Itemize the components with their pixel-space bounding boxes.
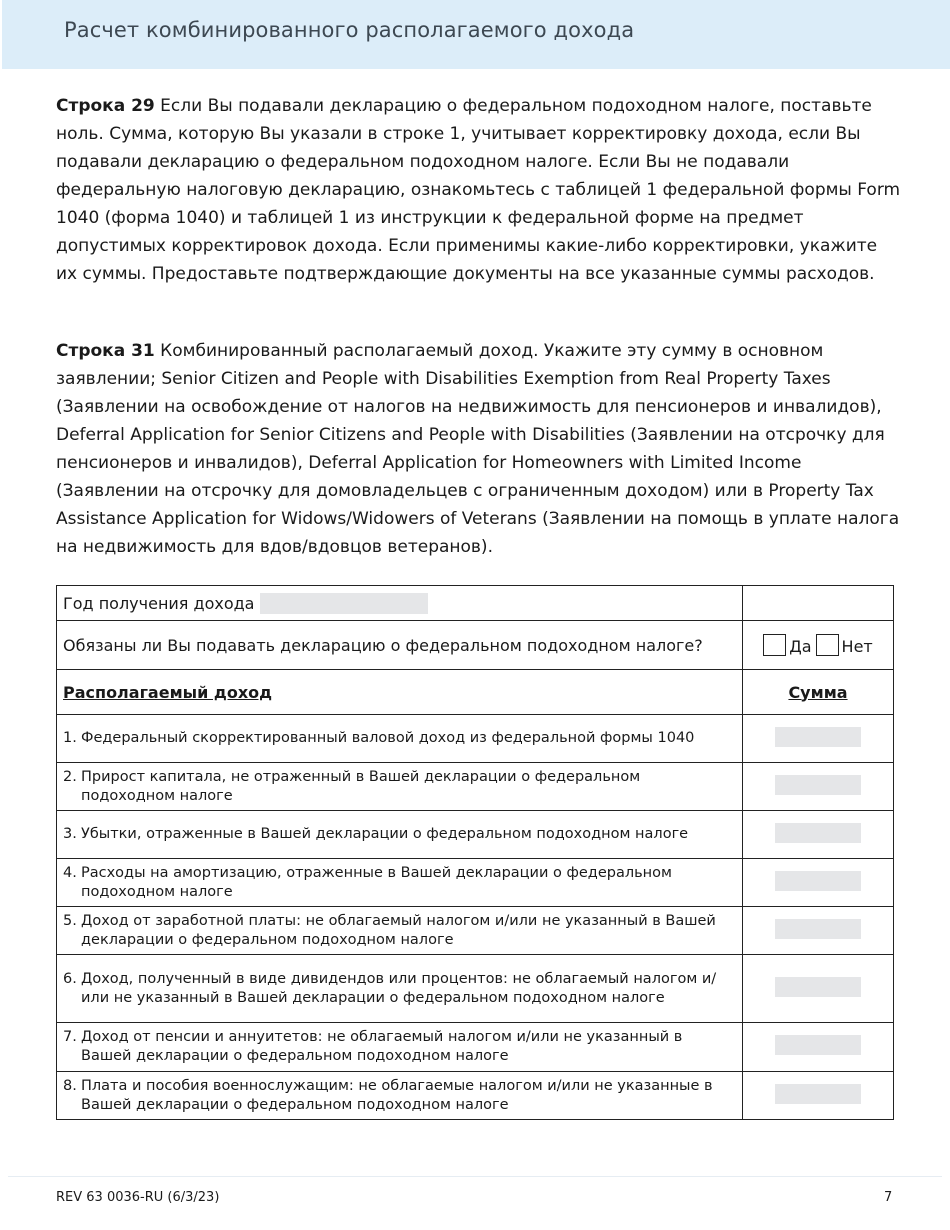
amount-input[interactable] bbox=[775, 823, 861, 843]
item-text bbox=[63, 970, 736, 1008]
income-header-row bbox=[57, 670, 894, 715]
income-year-amount-cell bbox=[743, 586, 894, 621]
line-31-label: Строка 31 bbox=[56, 341, 155, 361]
yes-checkbox[interactable] bbox=[763, 634, 786, 656]
no-checkbox[interactable] bbox=[816, 634, 839, 656]
income-year-input[interactable] bbox=[260, 593, 428, 614]
item-number: 1. bbox=[63, 730, 77, 746]
item-text bbox=[63, 768, 736, 806]
table-row bbox=[57, 907, 894, 955]
income-year-row bbox=[57, 586, 894, 621]
line-29-instructions bbox=[56, 92, 901, 288]
line-31-instructions bbox=[56, 337, 901, 561]
line-29-text: Если Вы подавали декларацию о федеральном подоходном налоге, поставьте ноль. Сумма, которую Вы указали в строке 1, учитывает корректировку дохода, если Вы подавали декларацию о федеральном подоходном налоге. Если Вы не подавали федеральную налоговую декларацию, ознакомьтесь с таблицей 1 федеральной формы Form 1040 (форма 1040) и таблицей 1 из инструкции к федеральной форме на предмет допустимых корректировок дохода. Если применимы какие-либо корректировки, укажите их суммы. Предоставьте подтверждающие документы на все указанные суммы расходов. bbox=[56, 96, 901, 284]
table-row bbox=[57, 1023, 894, 1072]
item-number: 7. bbox=[63, 1029, 77, 1045]
item-number: 8. bbox=[63, 1077, 77, 1094]
item-text bbox=[63, 1028, 736, 1066]
item-label: Доход, полученный в виде дивидендов или процентов: не облагаемый налогом и/или не указанный в Вашей декларации о федеральном подоходном налоге bbox=[81, 970, 717, 1006]
page-title: Расчет комбинированного располагаемого дохода bbox=[64, 18, 635, 42]
item-label: Убытки, отраженные в Вашей декларации о федеральном подоходном налоге bbox=[81, 826, 689, 842]
item-label: Доход от пенсии и аннуитетов: не облагаемый налогом и/или не указанный в Вашей декларации о федеральном подоходном налоге bbox=[81, 1029, 683, 1064]
item-number: 5. bbox=[63, 912, 77, 929]
table-row bbox=[57, 811, 894, 859]
line-31-text: Комбинированный располагаемый доход. Укажите эту сумму в основном заявлении; Senior Citizen and People with Disabilities Exemption from Real Property Taxes (Заявлении на освобождение от налогов на недвижимость для пенсионеров и инвалидов), Deferral Application for Senior Citizens and People with Disabilities (Заявлении на отсрочку для пенсионеров и инвалидов), Deferral Application for Homeowners with Limited Income (Заявлении на отсрочку для домовладельцев с ограниченным доходом) или в Property Tax Assistance Application for Widows/Widowers of Veterans (Заявлении на помощь в уплате налога на недвижимость для вдов/вдовцов ветеранов). bbox=[56, 341, 900, 557]
form-revision: REV 63 0036-RU (6/3/23) bbox=[56, 1190, 220, 1205]
footer-divider bbox=[8, 1176, 942, 1177]
disposable-income-form bbox=[56, 585, 894, 1120]
income-year-label: Год получения дохода bbox=[63, 593, 255, 613]
item-text bbox=[63, 1077, 736, 1115]
line-29-label: Строка 29 bbox=[56, 96, 155, 116]
no-label: Нет bbox=[841, 637, 873, 656]
amount-input[interactable] bbox=[775, 919, 861, 939]
table-row bbox=[57, 763, 894, 811]
item-label: Расходы на амортизацию, отраженные в Вашей декларации о федеральном подоходном налоге bbox=[81, 864, 672, 900]
item-label: Доход от заработной платы: не облагаемый налогом и/или не указанный в Вашей декларации о федеральном подоходном налоге bbox=[81, 912, 716, 948]
item-label: Федеральный скорректированный валовой доход из федеральной формы 1040 bbox=[81, 730, 695, 746]
federal-return-choice bbox=[763, 637, 873, 656]
yes-label: Да bbox=[789, 637, 812, 656]
table-row bbox=[57, 955, 894, 1023]
table-row bbox=[57, 715, 894, 763]
amount-input[interactable] bbox=[775, 775, 861, 795]
amount-input[interactable] bbox=[775, 871, 861, 891]
amount-input[interactable] bbox=[775, 727, 861, 747]
item-label: Прирост капитала, не отраженный в Вашей декларации о федеральном подоходном налоге bbox=[81, 768, 641, 804]
amount-column-header: Сумма bbox=[788, 682, 848, 702]
income-column-header: Располагаемый доход bbox=[63, 682, 273, 702]
table-row bbox=[57, 859, 894, 907]
item-text bbox=[63, 864, 736, 902]
item-label: Плата и пособия военнослужащим: не облагаемые налогом и/или не указанные в Вашей декларации о федеральном подоходном налоге bbox=[81, 1077, 713, 1113]
item-number: 4. bbox=[63, 864, 77, 881]
amount-input[interactable] bbox=[775, 1035, 861, 1055]
item-number: 2. bbox=[63, 768, 77, 785]
item-number: 6. bbox=[63, 970, 77, 987]
table-row bbox=[57, 1072, 894, 1120]
page-header bbox=[2, 0, 950, 69]
amount-input[interactable] bbox=[775, 977, 861, 997]
amount-input[interactable] bbox=[775, 1084, 861, 1104]
federal-return-question-row bbox=[57, 621, 894, 670]
item-number: 3. bbox=[63, 826, 77, 842]
item-text bbox=[63, 729, 736, 748]
page-number: 7 bbox=[884, 1190, 893, 1205]
item-text bbox=[63, 825, 736, 844]
item-text bbox=[63, 912, 736, 950]
federal-return-question: Обязаны ли Вы подавать декларацию о федеральном подоходном налоге? bbox=[63, 635, 703, 655]
